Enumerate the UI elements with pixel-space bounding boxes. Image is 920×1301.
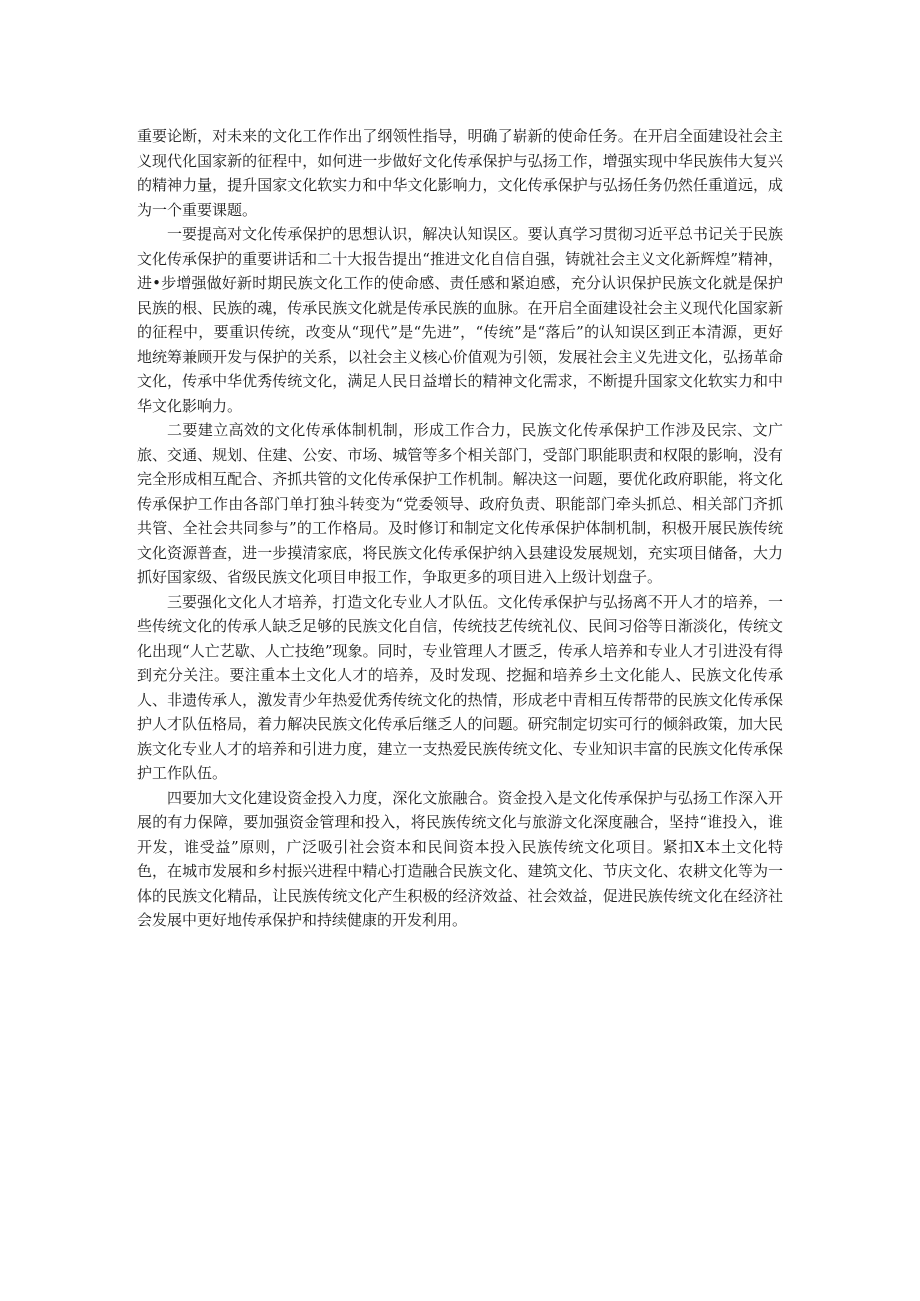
document-body (137, 124, 783, 933)
paragraph-point-3: 三要强化文化人才培养，打造文化专业人才队伍。文化传承保护与弘扬离不开人才的培养，一些传统文化的传承人缺乏足够的民族文化自信，传统技艺传统礼仪、民间习俗等日渐淡化，传统文化出现“人亡艺歇、人亡技绝”现象。同时，专业管理人才匮乏，传承人培养和专业人才引进没有得到充分关注。要注重本土文化人才的培养，及时发现、挖掘和培养乡土文化能人、民族文化传承人、非遗传承人，激发青少年热爱优秀传统文化的热情，形成老中青相互传帮带的民族文化传承保护人才队伍格局，着力解决民族文化传承后继乏人的问题。研究制定切实可行的倾斜政策，加大民族文化专业人才的培养和引进力度，建立一支热爱民族传统文化、专业知识丰富的民族文化传承保护工作队伍。 (137, 592, 783, 782)
paragraph-intro: 重要论断，对未来的文化工作作出了纲领性指导，明确了崭新的使命任务。在开启全面建设社会主义现代化国家新的征程中，如何进一步做好文化传承保护与弘扬工作，增强实现中华民族伟大复兴的精神力量，提升国家文化软实力和中华文化影响力，文化传承保护与弘扬任务仍然任重道远，成为一个重要课题。 (137, 127, 783, 219)
paragraph-point-2: 二要建立高效的文化传承体制机制，形成工作合力，民族文化传承保护工作涉及民宗、文广旅、交通、规划、住建、公安、市场、城管等多个相关部门，受部门职能职责和权限的影响，没有完全形成相互配合、齐抓共管的文化传承保护工作机制。解决这一问题，要优化政府职能，将文化传承保护工作由各部门单打独斗转变为“党委领导、政府负责、职能部门牵头抓总、相关部门齐抓共管、全社会共同参与”的工作格局。及时修订和制定文化传承保护体制机制，积极开展民族传统文化资源普查，进一步摸清家底，将民族文化传承保护纳入县建设发展规划，充实项目储备，大力抓好国家级、省级民族文化项目申报工作，争取更多的项目进入上级计划盘子。 (137, 421, 783, 586)
paragraph-point-4: 四要加大文化建设资金投入力度，深化文旅融合。资金投入是文化传承保护与弘扬工作深入开展的有力保障，要加强资金管理和投入，将民族传统文化与旅游文化深度融合，坚持“谁投入，谁开发，谁受益”原则，广泛吸引社会资本和民间资本投入民族传统文化项目。紧扣X本土文化特色，在城市发展和乡村振兴进程中精心打造融合民族文化、建筑文化、节庆文化、农耕文化等为一体的民族文化精品，让民族传统文化产生积极的经济效益、社会效益，促进民族传统文化在经济社会发展中更好地传承保护和持续健康的开发利用。 (137, 788, 783, 929)
paragraph-point-1: 一要提高对文化传承保护的思想认识，解决认知误区。要认真学习贯彻习近平总书记关于民族文化传承保护的重要讲话和二十大报告提出“推进文化自信自强，铸就社会主义文化新辉煌”精神，进•步增强做好新时期民族文化工作的使命感、责任感和紧迫感，充分认识保护民族文化就是保护民族的根、民族的魂，传承民族文化就是传承民族的血脉。在开启全面建设社会主义现代化国家新的征程中，要重识传统，改变从“现代”是“先进”，“传统”是“落后”的认知误区到正本清源，更好地统筹兼顾开发与保护的关系，以社会主义核心价值观为引领，发展社会主义先进文化，弘扬革命文化，传承中华优秀传统文化，满足人民日益增长的精神文化需求，不断提升国家文化软实力和中华文化影响力。 (137, 225, 783, 415)
